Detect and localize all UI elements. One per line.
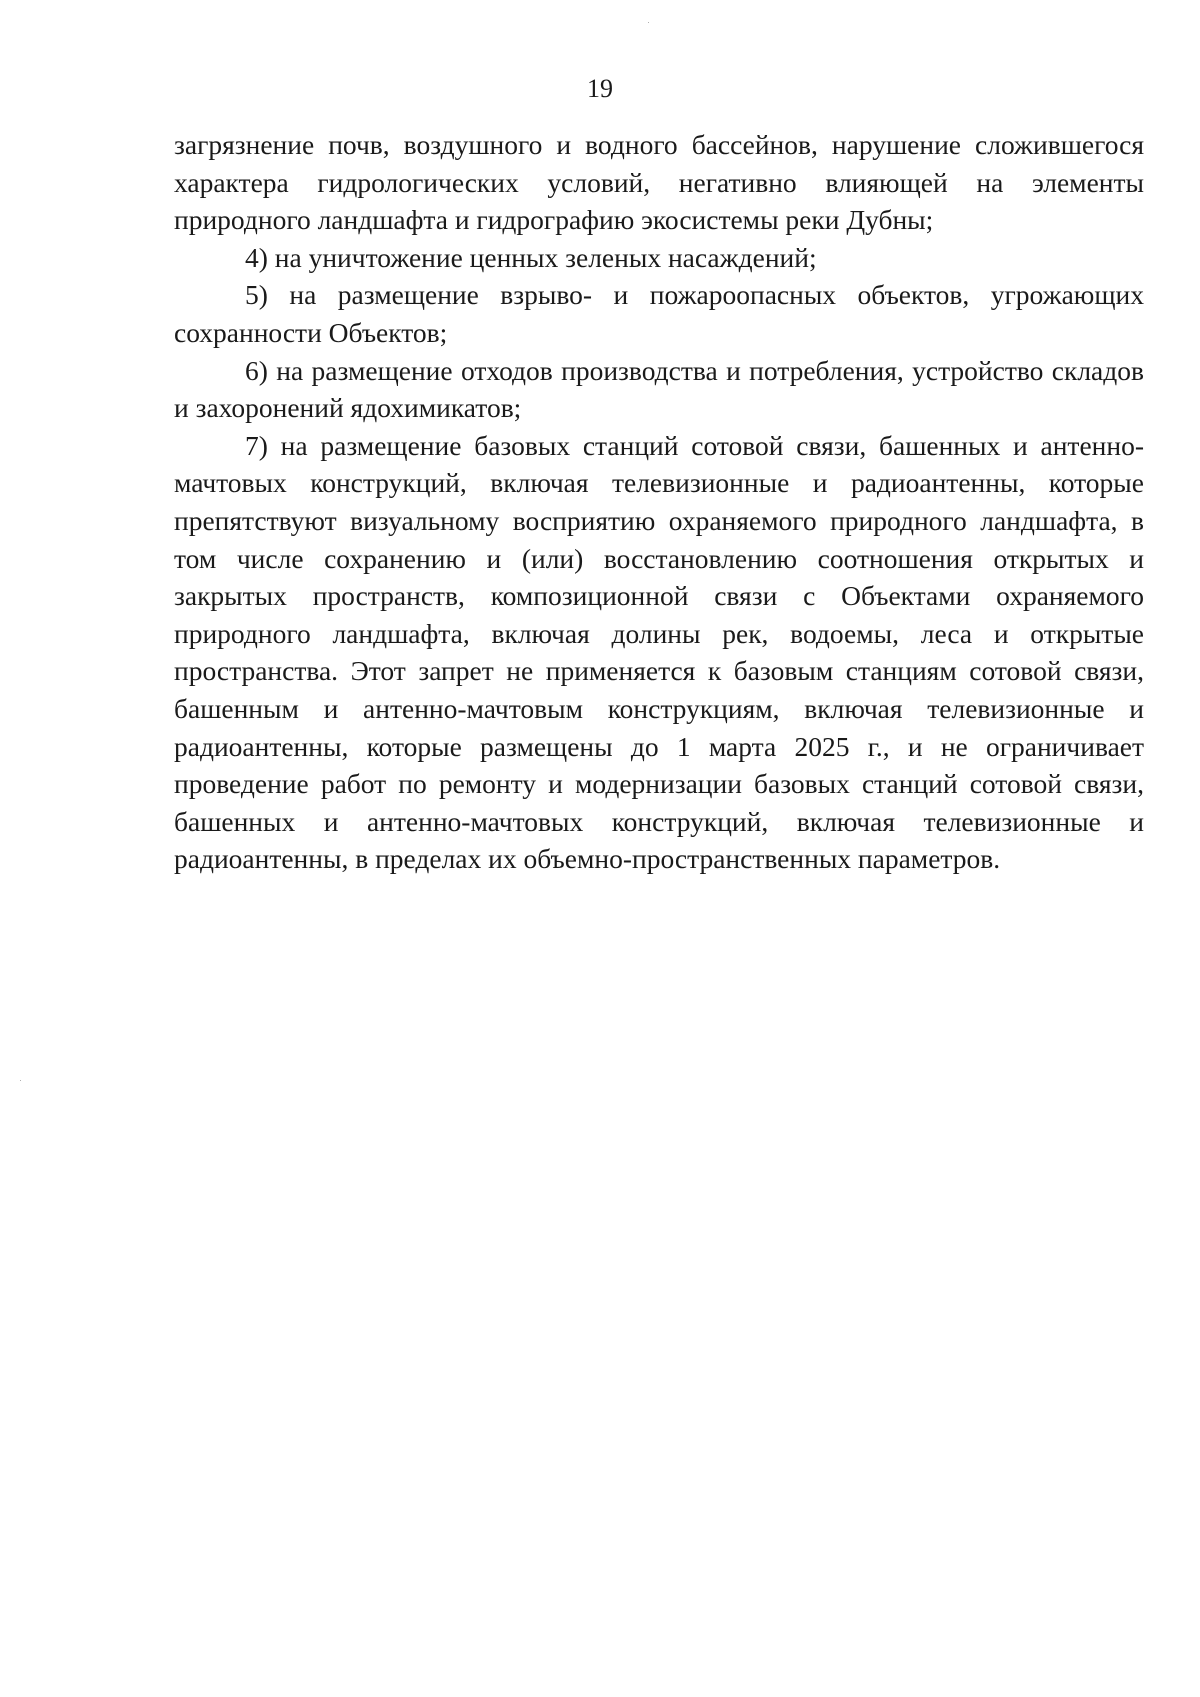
list-item-4: 4) на уничтожение ценных зеленых насаждений; <box>245 241 817 273</box>
list-item-7: 7) на размещение базовых станций сотовой связи, башенных и антенно-мачтовых конструкций, включая телевизионные и радиоантенны, которые препятствуют визуальному восприятию охраняемого природного ландшафта, в том числе сохранению и (или) восстановлению соотношения открытых и закрытых пространств, композиционной связи с Объектами охраняемого природного ландшафта, включая долины рек, водоемы, леса и открытые пространства. Этот запрет не применяется к базовым станциям сотовой связи, башенным и антенно-мачтовым конструкциям, включая телевизионные и радиоантенны, которые размещены до 1 марта 2025 г., и не ограничивает проведение работ по ремонту и модернизации базовых станций сотовой связи, башенных и антенно-мачтовых конструкций, включая телевизионные и радиоантенны, в пределах их объемно-пространственных параметров. <box>174 429 1144 875</box>
scan-speck <box>648 22 649 23</box>
list-item-6: 6) на размещение отходов производства и потребления, устройство складов и захоронений ядохимикатов; <box>174 354 1144 424</box>
document-body <box>174 126 1144 878</box>
paragraph-continuation: загрязнение почв, воздушного и водного бассейнов, нарушение сложившегося характера гидрологических условий, негативно влияющей на элементы природного ландшафта и гидрографию экосистемы реки Дубны; <box>174 129 1144 236</box>
list-item-5: 5) на размещение взрыво- и пожароопасных объектов, угрожающих сохранности Объектов; <box>174 279 1144 348</box>
scan-speck <box>20 1080 21 1081</box>
page-number: 19 <box>587 74 613 103</box>
